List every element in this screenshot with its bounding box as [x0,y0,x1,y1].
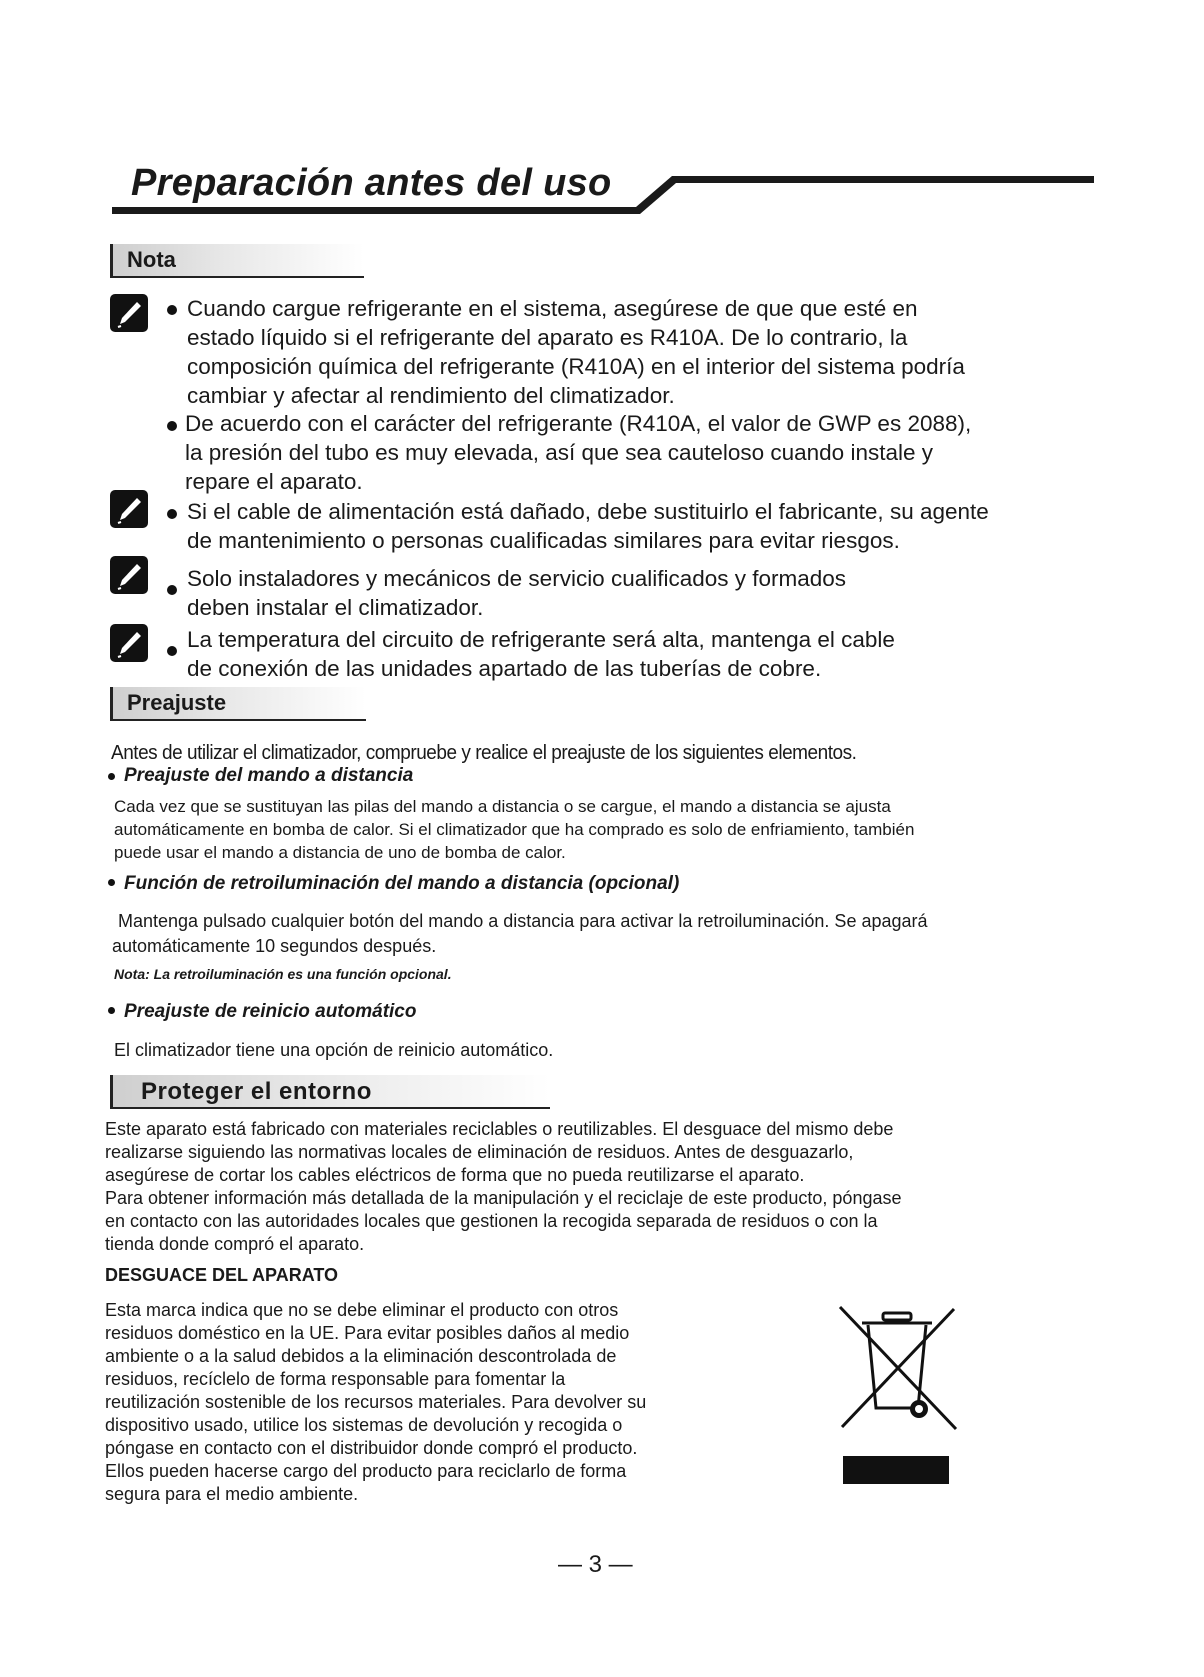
bullet [108,1007,115,1014]
nota-item1-line2: estado líquido si el refrigerante del aparato es R410A. De lo contrario, la [187,325,908,350]
nota-item5-line2: de conexión de las unidades apartado de las tuberías de cobre. [187,656,822,681]
preajuste-sub1-line2: automáticamente en bomba de calor. Si el climatizador que ha comprado es solo de enfriamiento, también [114,820,915,839]
proteger-line6: tienda donde compró el aparato. [105,1234,365,1254]
black-bar [843,1456,949,1484]
desguace-heading: DESGUACE DEL APARATO [105,1265,339,1285]
proteger-line3: asegúrese de cortar los cables eléctricos de forma que no pueda reutilizarse el aparato. [105,1165,805,1185]
nota-item4-line2: deben instalar el climatizador. [187,595,484,620]
preajuste-sub1-line1: Cada vez que se sustituyan las pilas del mando a distancia o se cargue, el mando a distancia se ajusta [114,797,891,816]
note-icon [110,294,148,332]
note-icon [110,624,148,662]
proteger-line2: realizarse siguiendo las normativas locales de eliminación de residuos. Antes de desguazarlo, [105,1142,854,1162]
desguace-line8: Ellos pueden hacerse cargo del producto para reciclarlo de forma [105,1461,627,1481]
desguace-line3: ambiente o a la salud debidos a la eliminación descontrolada de [105,1346,617,1366]
preajuste-sub2-note: Nota: La retroiluminación es una función opcional. [114,966,452,982]
note-icon [110,490,148,528]
preajuste-sub2-line2: automáticamente 10 segundos después. [112,936,437,956]
page-title: Preparación antes del uso [131,162,612,204]
nota-item2-line1: De acuerdo con el carácter del refrigerante (R410A, el valor de GWP es 2088), [185,411,972,436]
nota-item2-line3: repare el aparato. [185,469,363,494]
preajuste-sub1: Preajuste del mando a distancia [124,765,414,786]
bullet [167,585,177,595]
bullet [167,305,177,315]
preajuste-sub2: Función de retroiluminación del mando a distancia (opcional) [124,873,680,894]
preajuste-intro: Antes de utilizar el climatizador, compruebe y realice el preajuste de los siguientes elementos. [111,742,857,764]
preajuste-sub3: Preajuste de reinicio automático [124,1001,417,1022]
proteger-line5: en contacto con las autoridades locales que gestionen la recogida separada de residuos o con la [105,1211,878,1231]
weee-bin-icon [836,1303,960,1433]
section-title: Nota [127,247,176,272]
desguace-line4: residuos, recíclelo de forma responsable para fomentar la [105,1369,566,1389]
section-header-nota [110,244,364,278]
section-header-proteger [110,1075,550,1109]
nota-item3-line1: Si el cable de alimentación está dañado, debe sustituirlo el fabricante, su agente [187,499,989,524]
desguace-line1: Esta marca indica que no se debe eliminar el producto con otros [105,1300,619,1320]
section-header-preajuste [110,687,366,721]
nota-item3-line2: de mantenimiento o personas cualificadas similares para evitar riesgos. [187,528,900,553]
page-number: — 3 — [558,1551,633,1578]
desguace-line7: póngase en contacto con el distribuidor donde compró el producto. [105,1438,638,1458]
proteger-line1: Este aparato está fabricado con materiales reciclables o reutilizables. El desguace del mismo debe [105,1119,894,1139]
bullet [167,509,177,519]
proteger-line4: Para obtener información más detallada de la manipulación y el reciclaje de este producto, póngase [105,1188,902,1208]
desguace-line9: segura para el medio ambiente. [105,1484,359,1504]
section-title: Proteger el entorno [141,1078,372,1105]
bullet [167,646,177,656]
nota-item4-line1: Solo instaladores y mecánicos de servicio cualificados y formados [187,566,847,591]
nota-item5-line1: La temperatura del circuito de refrigerante será alta, mantenga el cable [187,627,895,652]
nota-item1-line3: composición química del refrigerante (R410A) en el interior del sistema podría [187,354,965,379]
nota-item1-line4: cambiar y afectar al rendimiento del climatizador. [187,383,675,408]
preajuste-sub1-line3: puede usar el mando a distancia de uno de bomba de calor. [114,843,566,862]
desguace-line2: residuos doméstico en la UE. Para evitar posibles daños al medio [105,1323,630,1343]
note-icon [110,556,148,594]
bullet [108,773,115,780]
nota-item1-line1: Cuando cargue refrigerante en el sistema, asegúrese de que que esté en [187,296,918,321]
nota-item2-line2: la presión del tubo es muy elevada, así que sea cauteloso cuando instale y [185,440,933,465]
desguace-line5: reutilización sostenible de los recursos materiales. Para devolver su [105,1392,647,1412]
section-title: Preajuste [127,690,227,715]
bullet [167,421,177,431]
preajuste-sub3-text: El climatizador tiene una opción de reinicio automático. [114,1040,554,1060]
desguace-line6: dispositivo usado, utilice los sistemas de devolución y recogida o [105,1415,623,1435]
bullet [108,879,115,886]
preajuste-sub2-line1: Mantenga pulsado cualquier botón del mando a distancia para activar la retroiluminación. Se apagará [118,911,928,931]
